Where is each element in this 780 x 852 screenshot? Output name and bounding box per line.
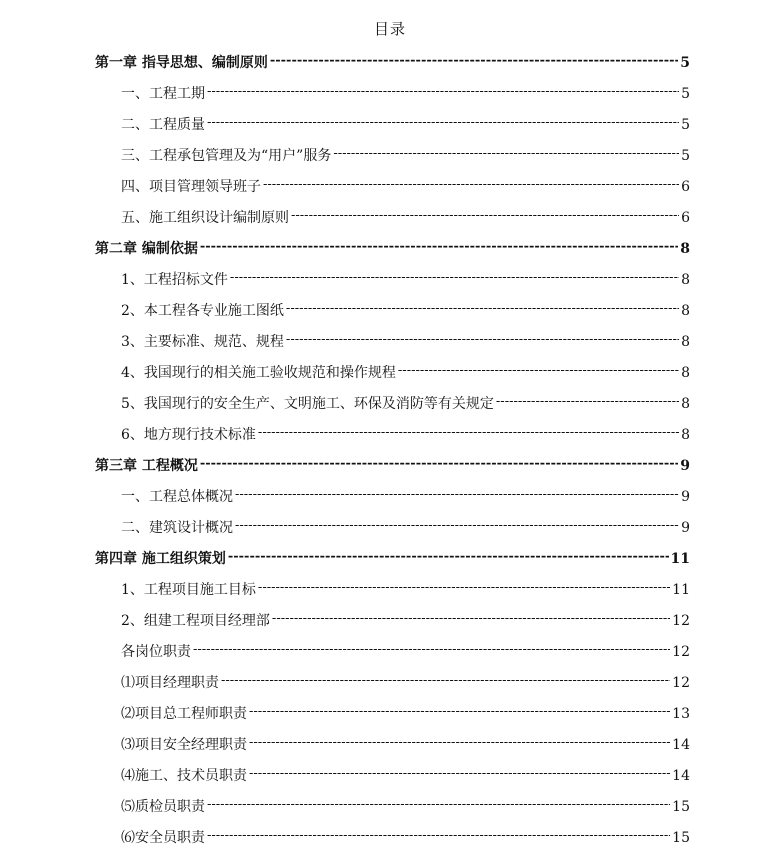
- toc-title: 目录: [373, 20, 406, 38]
- toc-entry-label: 二、建筑设计概况: [121, 520, 233, 536]
- toc-page-number: 15: [672, 830, 690, 846]
- toc-section-entry[interactable]: [121, 83, 690, 105]
- toc-dot-leader: [228, 549, 669, 563]
- toc-page-number: 11: [672, 582, 690, 598]
- toc-page-number: 5: [681, 148, 690, 164]
- toc-section-entry[interactable]: [121, 641, 690, 663]
- toc-entry-label: 2、本工程各专业施工图纸: [121, 303, 284, 319]
- toc-page-number: 14: [672, 737, 690, 753]
- toc-entry-label: ⑴项目经理职责: [121, 675, 219, 691]
- toc-section-entry[interactable]: [121, 827, 690, 849]
- toc-entry-label: 第三章 工程概况: [95, 458, 198, 474]
- toc-entry-label: 第四章 施工组织策划: [95, 551, 226, 567]
- toc-entry-label: ⑹安全员职责: [121, 830, 205, 846]
- toc-entry-label: 一、工程工期: [121, 86, 205, 102]
- toc-dot-leader: [207, 828, 670, 842]
- toc-section-entry[interactable]: [121, 114, 690, 136]
- toc-dot-leader: [496, 394, 679, 408]
- toc-entry-label: 第二章 编制依据: [95, 241, 198, 257]
- toc-section-entry[interactable]: [121, 734, 690, 756]
- toc-entry-label: 各岗位职责: [121, 644, 191, 660]
- toc-entry-label: 二、工程质量: [121, 117, 205, 133]
- toc-dot-leader: [249, 704, 670, 718]
- toc-section-entry[interactable]: [121, 765, 690, 787]
- toc-page-number: 14: [672, 768, 690, 784]
- toc-page-number: 6: [681, 179, 690, 195]
- toc-dot-leader: [291, 208, 679, 222]
- toc-section-entry[interactable]: [121, 331, 690, 353]
- toc-entry-label: 1、工程项目施工目标: [121, 582, 256, 598]
- toc-section-entry[interactable]: [121, 362, 690, 384]
- toc-entry-label: 6、地方现行技术标准: [121, 427, 256, 443]
- toc-section-entry[interactable]: [121, 703, 690, 725]
- toc-dot-leader: [200, 456, 678, 470]
- toc-dot-leader: [193, 642, 670, 656]
- toc-dot-leader: [263, 177, 679, 191]
- toc-dot-leader: [230, 270, 679, 284]
- toc-section-entry[interactable]: [121, 424, 690, 446]
- toc-entry-label: ⑷施工、技术员职责: [121, 768, 247, 784]
- toc-chapter-entry[interactable]: [95, 52, 690, 74]
- toc-page-number: 15: [672, 799, 690, 815]
- toc-page-number: 5: [681, 117, 690, 133]
- toc-page-number: 8: [680, 241, 690, 257]
- toc-page-number: 8: [681, 365, 690, 381]
- toc-dot-leader: [207, 84, 679, 98]
- toc-chapter-entry[interactable]: [95, 455, 690, 477]
- toc-entry-label: 5、我国现行的安全生产、文明施工、环保及消防等有关规定: [121, 396, 494, 412]
- toc-dot-leader: [398, 363, 679, 377]
- toc-dot-leader: [286, 332, 679, 346]
- toc-page-number: 9: [681, 489, 690, 505]
- toc-entry-label: ⑶项目安全经理职责: [121, 737, 247, 753]
- toc-page-number: 9: [681, 520, 690, 536]
- toc-section-entry[interactable]: [121, 579, 690, 601]
- toc-page-number: 8: [681, 303, 690, 319]
- toc-page-number: 5: [680, 55, 690, 71]
- toc-entry-label: 1、工程招标文件: [121, 272, 228, 288]
- toc-section-entry[interactable]: [121, 610, 690, 632]
- toc-page-number: 13: [672, 706, 690, 722]
- toc-page-number: 12: [672, 675, 690, 691]
- toc-section-entry[interactable]: [121, 517, 690, 539]
- toc-dot-leader: [235, 518, 679, 532]
- toc-chapter-entry[interactable]: [95, 548, 690, 570]
- toc-page-number: 8: [681, 272, 690, 288]
- toc-entry-label: 三、工程承包管理及为“用户”服务: [121, 148, 332, 164]
- toc-dot-leader: [200, 239, 678, 253]
- toc-entry-label: 四、项目管理领导班子: [121, 179, 261, 195]
- toc-page-number: 8: [681, 334, 690, 350]
- toc-page-number: 12: [672, 613, 690, 629]
- toc-section-entry[interactable]: [121, 486, 690, 508]
- toc-dot-leader: [333, 146, 679, 160]
- toc-page-number: 8: [681, 396, 690, 412]
- toc-entry-label: 4、我国现行的相关施工验收规范和操作规程: [121, 365, 396, 381]
- toc-entry-label: 第一章 指导思想、编制原则: [95, 55, 268, 71]
- toc-dot-leader: [235, 487, 679, 501]
- toc-entry-label: ⑵项目总工程师职责: [121, 706, 247, 722]
- toc-dot-leader: [286, 301, 679, 315]
- toc-chapter-entry[interactable]: [95, 238, 690, 260]
- toc-page-number: 9: [680, 458, 690, 474]
- toc-page-number: 6: [681, 210, 690, 226]
- toc-dot-leader: [258, 580, 670, 594]
- toc-dot-leader: [207, 797, 670, 811]
- toc-section-entry[interactable]: [121, 207, 690, 229]
- toc-section-entry[interactable]: [121, 393, 690, 415]
- toc-section-entry[interactable]: [121, 145, 690, 167]
- toc-dot-leader: [272, 611, 670, 625]
- toc-entry-label: ⑸质检员职责: [121, 799, 205, 815]
- toc-dot-leader: [249, 766, 670, 780]
- toc-section-entry[interactable]: [121, 300, 690, 322]
- toc-section-entry[interactable]: [121, 672, 690, 694]
- toc-dot-leader: [270, 53, 678, 67]
- toc-dot-leader: [221, 673, 670, 687]
- toc-page-number: 11: [670, 551, 690, 567]
- toc-dot-leader: [249, 735, 670, 749]
- toc-entry-label: 一、工程总体概况: [121, 489, 233, 505]
- toc-page-number: 12: [672, 644, 690, 660]
- toc-entry-label: 3、主要标准、规范、规程: [121, 334, 284, 350]
- toc-section-entry[interactable]: [121, 269, 690, 291]
- toc-entry-label: 五、施工组织设计编制原则: [121, 210, 289, 226]
- toc-dot-leader: [207, 115, 679, 129]
- toc-page-number: 8: [681, 427, 690, 443]
- toc-entry-label: 2、组建工程项目经理部: [121, 613, 270, 629]
- toc-page-number: 5: [681, 86, 690, 102]
- toc-section-entry[interactable]: [121, 796, 690, 818]
- toc-section-entry[interactable]: [121, 176, 690, 198]
- toc-dot-leader: [258, 425, 679, 439]
